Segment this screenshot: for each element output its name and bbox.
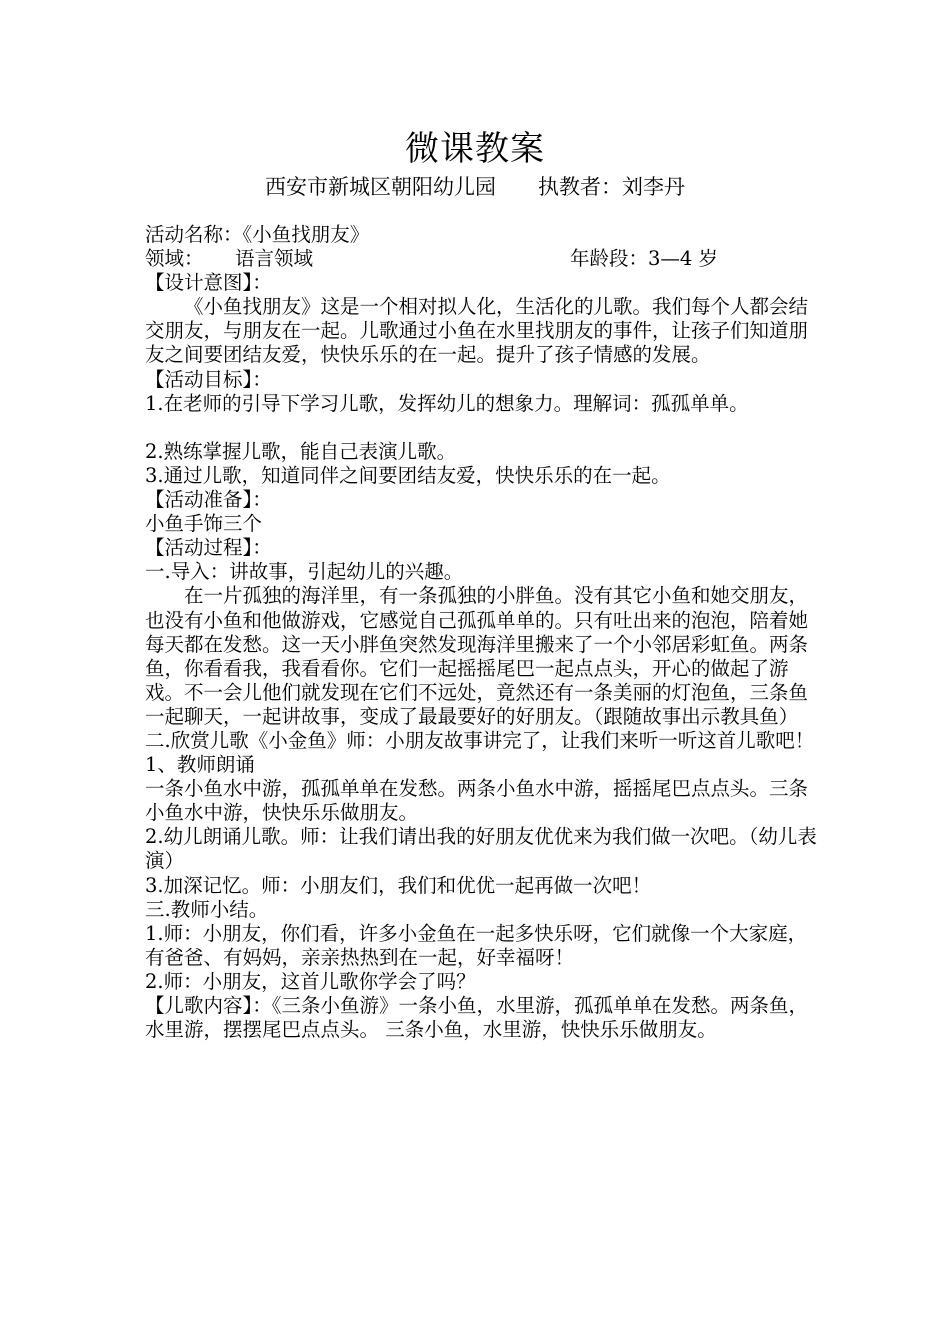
sub-step-3: 3.加深记忆。师：小朋友们，我们和优优一起再做一次吧！ bbox=[145, 873, 652, 897]
step-1: 一.导入：讲故事，引起幼儿的兴趣。 bbox=[145, 560, 464, 584]
page-title: 微课教案 bbox=[405, 129, 545, 169]
step-2: 二.欣赏儿歌《小金鱼》师：小朋友故事讲完了，让我们来听一听这首儿歌吧！ bbox=[145, 728, 815, 752]
domain-label: 领域： bbox=[145, 247, 204, 271]
goal-2: 2.熟练掌握儿歌，能自己表演儿歌。 bbox=[145, 439, 457, 463]
page-subtitle: 西安市新城区朝阳幼儿园 执教者：刘李丹 bbox=[265, 175, 685, 199]
process-heading: 【活动过程】： bbox=[145, 536, 272, 560]
summary-1: 1.师：小朋友，你们看，许多小金鱼在一起多快乐呀，它们就像一个大家庭，有爸爸、有妈妈，亲亲热热到在一起，好幸福呀！ bbox=[145, 921, 808, 969]
design-text: 《小鱼找朋友》这是一个相对拟人化，生活化的儿歌。我们每个人都会结交朋友，与朋友在一起。儿歌通过小鱼在水里找朋友的事件，让孩子们知道朋友之间要团结友爱，快快乐乐的在一起。提升了孩子情感的发展。 bbox=[145, 295, 809, 367]
domain-age-row bbox=[145, 247, 825, 271]
goals-heading: 【活动目标】： bbox=[145, 367, 272, 391]
domain-value: 语言领域 bbox=[235, 247, 314, 271]
blank-line bbox=[145, 416, 825, 440]
prep-text: 小鱼手饰三个 bbox=[145, 512, 263, 536]
sub-step-1: 1、教师朗诵 bbox=[145, 753, 255, 777]
prep-heading: 【活动准备】： bbox=[145, 488, 272, 512]
goal-1: 1.在老师的引导下学习儿歌，发挥幼儿的想象力。理解词：孤孤单单。 bbox=[145, 391, 749, 415]
step-3: 三.教师小结。 bbox=[145, 897, 269, 921]
story-paragraph: 在一片孤独的海洋里，有一条孤独的小胖鱼。没有其它小鱼和她交朋友，也没有小鱼和他做游戏，它感觉自己孤孤单单的。只有吐出来的泡泡，陪着她每天都在发愁。这一天小胖鱼突然发现海洋里搬来了一个小邻居彩虹鱼。两条鱼，你看看我，我看看你。它们一起摇摇尾巴一起点点头，开心的做起了游戏。不一会儿他们就发现在它们不远处，竟然还有一条美丽的灯泡鱼，三条鱼一起聊天，一起讲故事，变成了最最要好的好朋友。（跟随故事出示教具鱼） bbox=[145, 584, 809, 728]
design-heading: 【设计意图】： bbox=[145, 271, 272, 295]
activity-name: 活动名称：《小鱼找朋友》 bbox=[145, 223, 370, 246]
summary-2: 2.师：小朋友，这首儿歌你学会了吗？ bbox=[145, 969, 476, 993]
sub-step-2: 2.幼儿朗诵儿歌。师：让我们请出我的好朋友优优来为我们做一次吧。（幼儿表演） bbox=[145, 825, 817, 873]
recite-text: 一条小鱼水中游，孤孤单单在发愁。两条小鱼水中游，摇摇尾巴点点头。三条小鱼水中游，快快乐乐做朋友。 bbox=[145, 777, 809, 825]
goal-3: 3.通过儿歌，知道同伴之间要团结友爱，快快乐乐的在一起。 bbox=[145, 463, 671, 487]
document-body bbox=[145, 223, 825, 1042]
song-content: 【儿歌内容】：《三条小鱼游》一条小鱼，水里游，孤孤单单在发愁。两条鱼，水里游，摆摆尾巴点点头。 三条小鱼，水里游，快快乐乐做朋友。 bbox=[145, 994, 809, 1042]
age-range: 年龄段：3—4 岁 bbox=[570, 247, 719, 271]
